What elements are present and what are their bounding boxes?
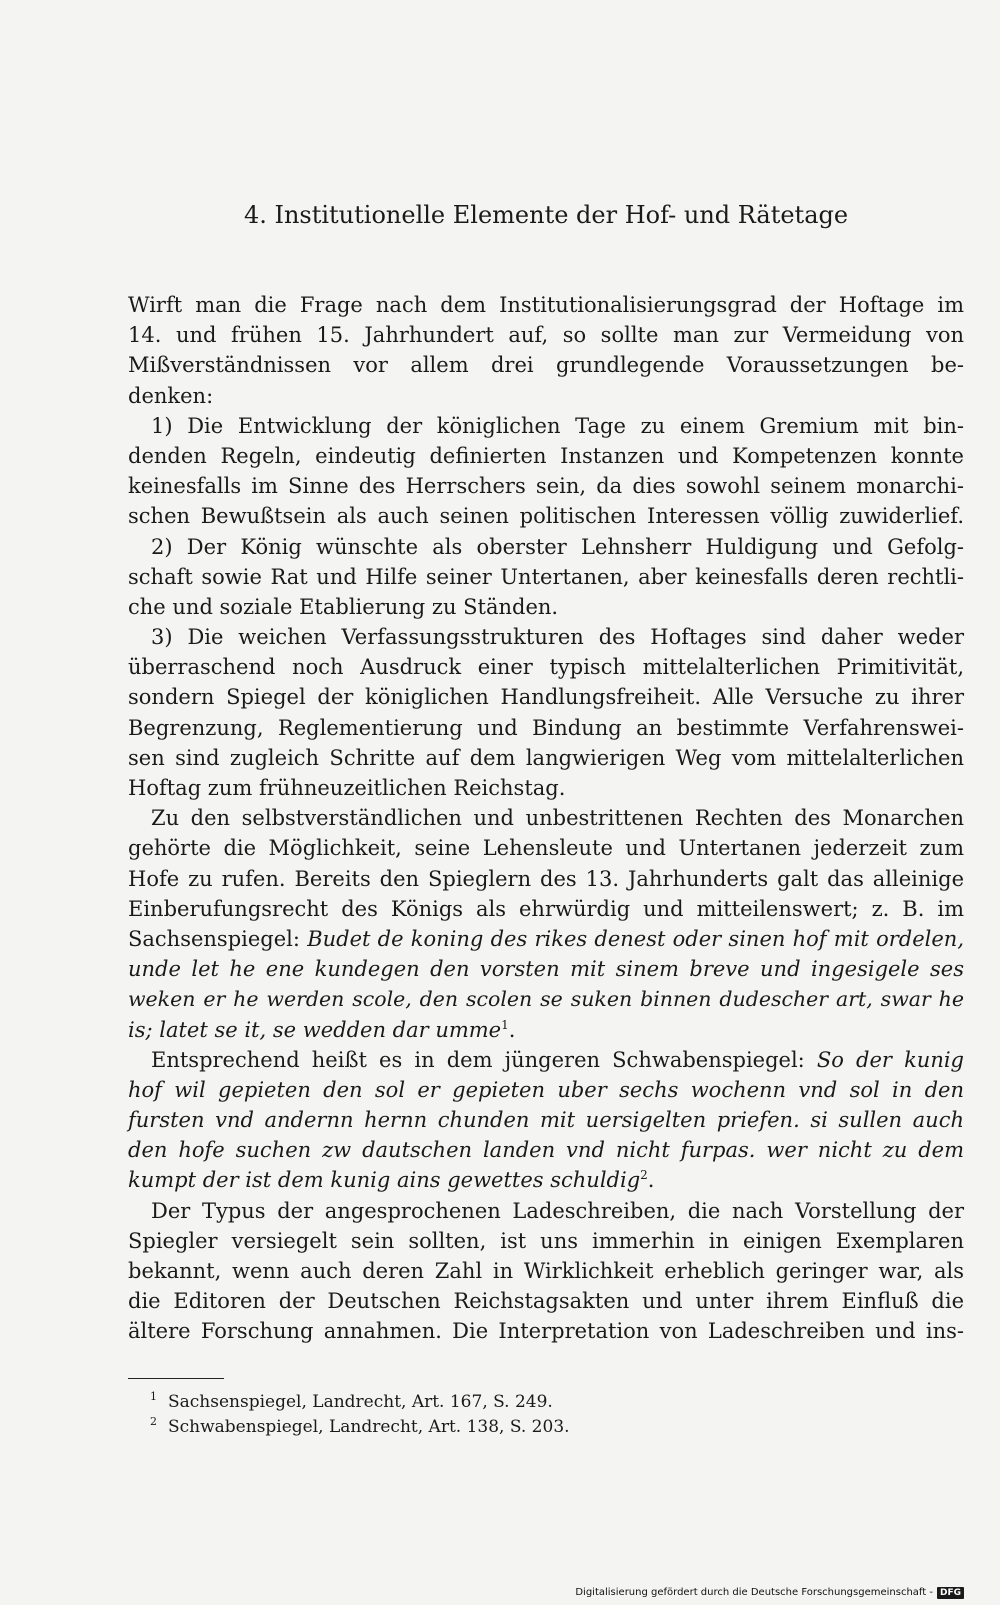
text-line bbox=[128, 350, 964, 380]
text-line bbox=[128, 713, 964, 743]
text-segment: Wirft man die Frage nach dem Institutionalisierungsgrad der Hoftage im bbox=[128, 293, 964, 317]
text-line bbox=[128, 532, 964, 562]
text-line bbox=[128, 1015, 964, 1045]
text-segment: sen sind zugleich Schritte auf dem langwierigen Weg vom mittelalterlichen bbox=[128, 745, 964, 770]
text-line bbox=[128, 1316, 964, 1346]
text-line bbox=[128, 1286, 964, 1316]
text-segment: 14. und frühen 15. Jahrhundert auf, so sollte man zur Vermeidung von bbox=[128, 323, 964, 348]
text-segment: So der kunig bbox=[816, 1047, 965, 1072]
text-segment: che und soziale Etablierung zu Ständen. bbox=[128, 594, 559, 619]
text-line bbox=[128, 1226, 964, 1256]
text-segment: Begrenzung, Reglementierung und Bindung an bestimmte Verfahrenswei- bbox=[128, 715, 964, 740]
text-line bbox=[128, 773, 964, 803]
text-line bbox=[128, 984, 964, 1014]
text-line bbox=[128, 833, 964, 863]
text-line bbox=[128, 1105, 964, 1135]
text-line bbox=[128, 622, 964, 652]
text-line bbox=[128, 1196, 964, 1226]
text-segment: Zu den selbstverständlichen und unbestrittenen Rechten des Monarchen bbox=[151, 806, 964, 831]
footnote-text: Sachsenspiegel, Landrecht, Art. 167, S. 249. bbox=[168, 1392, 553, 1412]
body-text bbox=[128, 290, 964, 1347]
text-line bbox=[128, 592, 964, 622]
text-line bbox=[128, 894, 964, 924]
footnotes bbox=[150, 1390, 850, 1440]
text-line bbox=[128, 501, 964, 531]
dfg-logo-icon: DFG bbox=[937, 1587, 964, 1599]
text-line bbox=[128, 864, 964, 894]
text-line bbox=[128, 682, 964, 712]
text-segment: überraschend noch Ausdruck einer typisch mittelalterlichen Primitivität, bbox=[128, 655, 964, 680]
footnote-rule bbox=[128, 1378, 224, 1379]
text-segment: . bbox=[647, 1168, 655, 1193]
text-segment: . bbox=[508, 1017, 516, 1042]
text-segment: schaft sowie Rat und Hilfe seiner Untertanen, aber keinesfalls deren rechtli- bbox=[128, 564, 964, 589]
footnote: 2 Schwabenspiegel, Landrecht, Art. 138, S. 203. bbox=[150, 1415, 570, 1437]
text-segment: Mißverständnissen vor allem drei grundlegende Voraussetzungen be- bbox=[128, 353, 964, 378]
text-line bbox=[128, 1075, 964, 1105]
text-line bbox=[128, 320, 964, 350]
section-heading: 4. Institutionelle Elemente der Hof- und Rätetage bbox=[243, 201, 849, 229]
text-segment: denden Regeln, eindeutig definierten Instanzen und Kompetenzen konnte bbox=[128, 443, 964, 468]
text-segment: weken er he werden scole, den scolen se suken binnen dudescher art, swar he bbox=[128, 987, 964, 1012]
text-segment: Einberufungsrecht des Königs als ehrwürdig und mitteilenswert; z. B. im bbox=[128, 896, 964, 921]
text-segment: is; latet se it, se wedden dar umme bbox=[128, 1017, 502, 1042]
text-segment: denken: bbox=[128, 383, 214, 408]
text-line bbox=[128, 290, 964, 320]
text-segment: ältere Forschung annahmen. Die Interpretation von Ladeschreiben und ins- bbox=[128, 1319, 964, 1344]
text-segment: Budet de koning des rikes denest oder sinen hof mit ordelen, bbox=[307, 926, 964, 951]
footnote-ref[interactable]: 1 bbox=[501, 1017, 509, 1032]
text-line bbox=[128, 803, 964, 833]
text-segment: Spiegler versiegelt sein sollten, ist uns immerhin in einigen Exemplaren bbox=[128, 1228, 964, 1253]
text-line bbox=[128, 562, 964, 592]
text-segment: unde let he ene kundegen den vorsten mit sinem breve und ingesigele ses bbox=[128, 957, 964, 982]
footnote-text: Schwabenspiegel, Landrecht, Art. 138, S. 203. bbox=[168, 1417, 570, 1437]
text-segment: kumpt der ist dem kunig ains gewettes schuldig bbox=[128, 1168, 641, 1193]
text-line bbox=[128, 471, 964, 501]
text-line bbox=[128, 743, 964, 773]
footnote-ref[interactable]: 2 bbox=[640, 1168, 648, 1183]
text-segment: 3) Die weichen Verfassungsstrukturen des Hoftages sind daher weder bbox=[151, 625, 964, 650]
text-segment: den hofe suchen zw dautschen landen vnd nicht furpas. wer nicht zu dem bbox=[128, 1138, 964, 1163]
text-segment: bekannt, wenn auch deren Zahl in Wirklichkeit erheblich geringer war, als bbox=[128, 1259, 964, 1283]
text-segment: Entsprechend heißt es in dem jüngeren Schwabenspiegel: bbox=[151, 1047, 817, 1072]
footnote: 1 Sachsenspiegel, Landrecht, Art. 167, S. 249. bbox=[150, 1390, 553, 1412]
text-segment: keinesfalls im Sinne des Herrschers sein, da dies sowohl seinem monarchi- bbox=[128, 474, 964, 499]
text-segment: 2) Der König wünschte als oberster Lehnsherr Huldigung und Gefolg- bbox=[151, 534, 964, 559]
text-line bbox=[128, 652, 964, 682]
text-segment: 1) Die Entwicklung der königlichen Tage zu einem Gremium mit bin- bbox=[151, 413, 964, 438]
text-segment: sondern Spiegel der königlichen Handlungsfreiheit. Alle Versuche zu ihrer bbox=[128, 685, 964, 710]
credit-text: Digitalisierung gefördert durch die Deutsche Forschungsgemeinschaft - bbox=[575, 1587, 933, 1598]
text-line bbox=[128, 1135, 964, 1165]
text-line bbox=[128, 411, 964, 441]
text-segment: Hofe zu rufen. Bereits den Spieglern des 13. Jahrhunderts galt das alleinige bbox=[128, 866, 964, 891]
text-line bbox=[128, 1165, 964, 1195]
text-segment: gehörte die Möglichkeit, seine Lehensleute und Untertanen jederzeit zum bbox=[128, 836, 964, 861]
text-segment: die Editoren der Deutschen Reichstagsakten und unter ihrem Einfluß die bbox=[128, 1289, 964, 1314]
text-segment: fursten vnd andernn hernn chunden mit uersigelten priefen. si sullen auch bbox=[128, 1108, 964, 1133]
text-line bbox=[128, 381, 964, 411]
digitization-credit bbox=[575, 1585, 964, 1601]
text-segment: Hoftag zum frühneuzeitlichen Reichstag. bbox=[128, 776, 566, 800]
text-segment: schen Bewußtsein als auch seinen politischen Interessen völlig zuwiderlief. bbox=[128, 504, 964, 529]
text-line bbox=[128, 924, 964, 954]
text-line bbox=[128, 954, 964, 984]
text-segment: Sachsenspiegel: bbox=[128, 926, 308, 951]
text-segment: Der Typus der angesprochenen Ladeschreiben, die nach Vorstellung der bbox=[151, 1198, 964, 1223]
text-line bbox=[128, 1256, 964, 1286]
text-line bbox=[128, 441, 964, 471]
text-line bbox=[128, 1045, 964, 1075]
text-segment: hof wil gepieten den sol er gepieten uber sechs wochenn vnd sol in den bbox=[128, 1077, 964, 1102]
